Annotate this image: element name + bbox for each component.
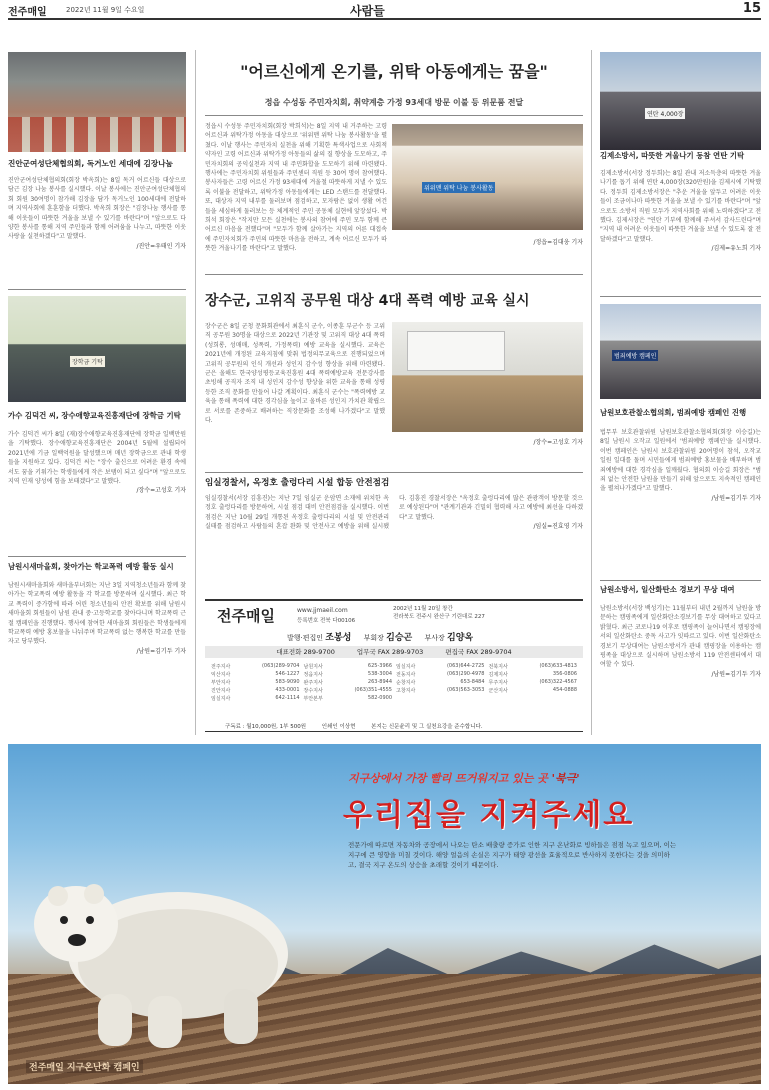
publisher-name: 조봉성 — [325, 633, 352, 643]
masthead-contact-bar — [205, 646, 583, 658]
bureau-entry — [211, 671, 300, 678]
divider — [205, 274, 583, 275]
bureau-name: 임실지사 — [211, 696, 231, 702]
ad-tagline — [348, 770, 580, 786]
jangsu-edu-byline: /장수=고성호 기자 — [533, 439, 583, 446]
bureau-phone: 642-1114 — [275, 695, 300, 701]
singer-photo — [8, 296, 186, 402]
kimchi-text: 진안군여성단체협의회(회장 박옥희)는 8일 독거 어르신들 대상으로 담근 김장 나눔 봉사를 실시했다. 이날 봉사에는 진안군여성단체협의회 회원 30여명이 참가해 김장을 담가 독거노인 100세대에 전달하며 지역사회에 훈훈함을 더했다. 박옥희 회장은 "김장나눔 행사를 통해 이웃들이 따뜻한 겨울을 보낼 수 있기를 바란다"며 "앞으로도 다양한 봉사를 통해 지역 주민들과 함께 어려움을 나누고, 따뜻한 이웃 사랑을 실천하겠다"고 말했다. — [8, 177, 186, 241]
divider — [8, 289, 186, 290]
kimchi-headline: 진안군여성단체협의회, 독거노인 세대에 김장나눔 — [8, 159, 173, 168]
masthead-footer — [225, 722, 497, 730]
divider — [600, 296, 761, 297]
masthead-registration: 등록번호 전북 다00106 — [297, 618, 356, 624]
bureau-phone: (063)563-3053 — [446, 687, 485, 693]
printer-info: 인쇄인 이상현 — [321, 724, 356, 730]
jeongeup-banner: 위위맨 위탁 나눔 봉사활동 — [422, 182, 495, 193]
bureau-entry — [211, 663, 300, 670]
column-divider — [195, 50, 196, 735]
singer-board: 장학금 기탁 — [70, 356, 105, 367]
fire-carbon-body — [600, 604, 761, 732]
fire-carbon-headline: 남원소방서, 일산화탄소 경보기 무상 대여 — [600, 585, 735, 594]
bureau-entry — [396, 671, 485, 678]
bureau-name: 군산지사 — [488, 688, 508, 694]
vice-label: 부회장 — [363, 634, 384, 642]
section-title: 사람들 — [350, 4, 385, 18]
bureau-phone: 582-0900 — [367, 695, 392, 701]
gimje-headline: 김제소방서, 따뜻한 겨울나기 동참 연탄 기탁 — [600, 151, 745, 160]
masthead-website[interactable]: www.jjmaeil.com — [297, 607, 348, 614]
bureau-entry — [304, 687, 393, 694]
bureau-name: 정읍지사 — [303, 672, 323, 678]
masthead-logo: 전주매일 — [217, 607, 275, 625]
gimje-body — [600, 169, 761, 289]
singer-headline: 가수 김덕건 씨, 장수애향교육진흥재단에 장학금 기탁 — [8, 411, 181, 420]
jangsu-edu-body: 장수군은 8일 군청 문화회관에서 최훈식 군수, 이종훈 부군수 등 고위직 공무원 30명을 대상으로 2022년 기관장 및 고위직 대상 4대 폭력(성희롱, 성매매, 성폭력, 가정폭력) 예방 교육을 실시했다. 교육은 2021년에 개정된 교육지침에 맞춰 법정의무교육으로 진행되었으며 고위직 공무원의 인식 개선과 성인지 감수성 향상을 위해 마련됐다. 군은 올해도 한국양성평등교육진흥원 4대 폭력예방교육 전문강사를 초빙해 공직자 조직 내 성인지 감수성 향상을 위한 교육을 통해 성평등한 조직 문화를 만들어 나갈 계획이다. 최훈식 군수는 "폭력예방 교육을 통해 폭력에 대한 경각심을 높이고 올바른 성인지 가치관 확립으로 서로를 존중하고 배려하는 직장문화를 조성해 나가겠다"고 말했다. — [205, 323, 385, 425]
polar-bear-illustration — [28, 824, 318, 1054]
divider — [205, 115, 583, 116]
bureau-phone: (063)633-4813 — [539, 663, 577, 669]
bureau-entry — [211, 695, 300, 702]
bureau-phone: 454-0888 — [552, 687, 577, 693]
divider — [8, 556, 186, 557]
singer-text: 가수 김덕건 씨가 8일 (재)장수애향교육진흥재단에 장학금 일백만원을 기탁했다. 장수애향교육진흥재단은 2004년 5월에 설립되어 2021년에 기금 일백억원을 달성했으며 매년 장학금으로 관내 학생들을 지원하고 있다. 김덕건 씨는 "장수 출신으로 어려운 환경 속에서도 꿈을 키워가는 학생들에게 작은 보탬이 되고 싶다"며 "앞으로도 지역 인재 양성에 힘을 보태겠다"고 말했다. — [8, 431, 186, 486]
bureau-phone: 625-3966 — [367, 663, 392, 669]
bureau-entry — [489, 671, 578, 678]
kimchi-body — [8, 176, 186, 286]
bureau-entry — [304, 671, 393, 678]
bureau-name: 전동지사 — [396, 672, 416, 678]
bureau-entry — [304, 663, 393, 670]
bureau-entry — [304, 695, 393, 702]
bureau-name: 무주지사 — [488, 680, 508, 686]
paper-name: 전주매일 — [8, 7, 47, 18]
jeongeup-byline: /정읍=김대웅 기자 — [533, 239, 583, 246]
bureau-phone: 546-1227 — [275, 671, 300, 677]
imsil-byline: /임실=진효영 기자 — [533, 523, 583, 531]
bureau-name: 전북지사 — [488, 664, 508, 670]
address-line-1: 2002년 11월 20일 창간 — [393, 606, 453, 612]
bureau-name: 완주지사 — [303, 680, 323, 686]
bureau-name: 임실지사 — [396, 664, 416, 670]
chief-label: 부사장 — [424, 634, 445, 642]
jeongeup-photo — [392, 124, 583, 230]
bureau-entry — [211, 679, 300, 686]
bureau-phone: 433-0001 — [275, 687, 300, 693]
main-phone: 대표전화 289-9700 — [276, 648, 335, 656]
ad-tagline-place: '북극' — [551, 772, 580, 785]
edit-fax: 편집국 FAX 289-9704 — [445, 648, 512, 656]
jeongeup-body-a: 정읍시 수성동 주민자치회(회장 박희석)는 8일 지역 내 거주하는 고령 어르신과 위탁가정 아동을 대상으로 '위위맨 위탁 나눔 봉사활동'을 펼쳤다. 이날 행사는 주민자치 실천을 위해 기획한 특색사업으로 사회적 약자인 고령 어르신과 위탁가정 아동들의 삶의 질 향상을 도모하고, 주민자치회의 공익실천과 지역 내 주민화합을 도모하기 위해 마련됐다. 행사에는 주민자치회 위원들과 주민센터 직원 등 30여 명이 참여했다. 봉사자들은 고령 어르신 가정 93세대에 겨울철 따뜻하게 지낼 수 있도록 이불을 전달하고, 위탁가정 아동들에게는 LED 스탠드를 전달했다. 또, 대상자 지역 내부를 둘러보며 점검하고, 모자람은 없이 생활 여건들을 세심하게 둘러보는 등 체계적인 주민 공동체 실현에 앞장섰다. 박희석 회장은 "작지만 모든 실천에는 봉사의 참여에 주민 모두 함께 큰 어르신 마음을 전했다"며 "모두가 함께 살아가는 지역의 어른 대접속에 주민자치회가 주민의 따뜻한 마음을 전하고, 계속 어르신 모두가 따뜻한 겨울나기를 바란다"고 말했다. — [205, 123, 387, 253]
bureau-phone: 653-8484 — [460, 679, 485, 685]
imsil-headline: 임실경찰서, 옥정호 출렁다리 시설 합동 안전점검 — [205, 478, 390, 488]
bureau-list — [211, 663, 577, 702]
ad-tagline-text: 지구상에서 가장 빨리 뜨거워지고 있는 곳 — [348, 772, 548, 785]
kimchi-byline: /진안=우태인 기자 — [136, 242, 186, 250]
bureau-entry — [489, 663, 578, 670]
imsil-text: 임실경찰서(서장 김흥진)는 지난 7일 임실군 운암면 소재에 위치한 옥정호 출렁다리를 방문하여, 시설 점검 대비 안전점검을 실시했다. 이번 점검은 지난 10월 29일 개통된 옥정호 출렁다리의 시설 및 안전관리 실태를 점검하고 사람들의 혼잡 완화 및 안전사고 예방을 위해 실시됐다. 김흥진 경찰서장은 "옥정호 출렁다리에 많은 관광객이 방문할 것으로 예상된다"며 "관계기관과 긴밀히 협력해 사고 예방에 최선을 다하겠다"고 말했다. — [205, 495, 583, 531]
bureau-phone: 583-9090 — [275, 679, 300, 685]
namwon-guard-photo — [600, 304, 761, 399]
divider — [600, 580, 761, 581]
subscription-info: 구독료 : 월10,000원, 1부 500원 — [225, 724, 307, 730]
bureau-name: 남원지사 — [303, 664, 323, 670]
jangsu-edu-photo — [392, 322, 583, 432]
bureau-phone: (063)322-4567 — [539, 679, 577, 685]
namwon-guard-text: 법무부 보호관찰위원 남원보호관찰소협의회(회장 이승길)는 8일 남원시 오작교 일원에서 '범죄예방 캠페인'을 실시했다. 이번 캠페인은 남원시 보호관찰위원 20여명이 참석, 오작교 일원 일대를 돌며 시민들에게 범죄예방 홍보물을 배부하며 범죄예방에 대한 경각심을 일깨웠다. 협의회 이승길 회장은 "범죄 없는 안전한 남원을 만들기 위해 앞으로도 지속적인 캠페인을 펼쳐나가겠다"고 말했다. — [600, 429, 761, 493]
bureau-name: 고창지사 — [396, 688, 416, 694]
jangsu-edu-headline: 장수군, 고위직 공무원 대상 4대 폭력 예방 교육 실시 — [205, 293, 530, 309]
gimje-board: 연탄 4,000장 — [645, 108, 685, 119]
publisher-label: 발행·편집인 — [287, 634, 324, 642]
address-line-2: 전라북도 전주시 완산구 기린대로 227 — [393, 614, 485, 620]
bureau-entry — [489, 687, 578, 694]
bureau-name: 전주지사 — [211, 664, 231, 670]
gimje-photo — [600, 52, 761, 150]
namwon-banner: 범죄예방 캠페인 — [612, 350, 658, 361]
bureau-name: 진안지사 — [211, 688, 231, 694]
gimje-text: 김제소방서(서장 정두희)는 8일 관내 저소득층의 따뜻한 겨울나기를 돕기 위해 연탄 4,000장(320만원)을 김제시에 기탁했다. 정두희 김제소방서장은 "추운 겨울을 앞두고 어려운 이웃들이 조금이나마 따뜻한 겨울을 보낼 수 있기를 바란다"며 "앞으로도 소방서 직원 모두가 지역사회를 위해 노력하겠다"고 전했다. 김제시장은 "연탄 기부에 함께해 주셔서 감사드린다"며 "지역 내 어려운 이웃들이 따뜻한 겨울을 보낼 수 있도록 잘 전달하겠다"고 말했다. — [600, 170, 762, 243]
namwon-guard-byline: /남원=김기두 기자 — [711, 494, 761, 502]
bureau-name: 부안지사 — [211, 680, 231, 686]
masthead-address — [393, 605, 485, 621]
masthead-people — [287, 630, 483, 643]
bureau-name: 순창지사 — [396, 680, 416, 686]
ad-description: 전문가에 따르면 자동차와 공장에서 나오는 탄소 배출량 증가로 인한 지구 온난화로 빙하들은 점점 녹고 있으며, 이는 지구에 큰 영향을 미칠 것이다. 해양 얼음의 손실은 지구가 태양 광선을 효율적으로 반사하지 못한다는 것을 의미하고, 결국 지구 온도의 상승을 초래할 것이기 때문이다. — [348, 841, 677, 869]
ad-fax: 업무국 FAX 289-9703 — [356, 648, 424, 656]
masthead — [205, 599, 583, 732]
school-body — [8, 581, 186, 737]
namwon-guard-headline: 남원보호관찰소협의회, 범죄예방 캠페인 진행 — [600, 408, 747, 417]
bureau-phone: (063)290-4978 — [446, 671, 485, 677]
school-headline: 남원시새마을회, 찾아가는 학교폭력 예방 활동 실시 — [8, 562, 174, 571]
divider — [205, 472, 583, 473]
page-number: 15 — [742, 1, 761, 16]
bureau-phone: 538-3004 — [367, 671, 392, 677]
bureau-name: 익산지사 — [211, 672, 231, 678]
bureau-phone: (063)289-9704 — [261, 663, 300, 669]
bureau-phone: 263-8944 — [367, 679, 392, 685]
bureau-entry — [489, 679, 578, 686]
bureau-name: 부안본부 — [303, 696, 323, 702]
bureau-entry — [396, 687, 485, 694]
page-header — [8, 0, 761, 20]
jeongeup-body-b — [392, 238, 583, 268]
jangsu-edu-tail — [392, 438, 583, 468]
jeongeup-subhead: 정읍 수성동 주민자치회, 취약계층 가정 93세대 방문 이불 등 위문품 전달 — [264, 98, 524, 107]
bureau-name: 장수지사 — [303, 688, 323, 694]
fire-carbon-byline: /남원=김기두 기자 — [711, 670, 761, 678]
vice-name: 김승곤 — [386, 633, 413, 643]
school-text: 남원시새마을회와 새마을부녀회는 지난 3일 지역청소년들과 함께 찾아가는 학교폭력 예방 활동을 각 학교를 방문하며 실시했다. 최근 학교 폭력이 증가함에 따라 어린 청소년들의 안전 확보를 위해 남원시새마을회 회원들이 남원 관내 중·고등학교를 찾아다니며 학교폭력 근절 캠페인을 진행했다. 행사에 참여한 새마을회 회원들은 학생들에게 학교폭력 예방 홍보물을 나눠주며 학교폭력 없는 행복한 학교를 만들자고 당부했다. — [8, 582, 186, 646]
bureau-entry — [396, 663, 485, 670]
imsil-body — [205, 494, 583, 588]
issue-date: 2022년 11월 9일 수요일 — [66, 6, 145, 14]
jeongeup-headline: "어르신에게 온기를, 위탁 아동에게는 꿈을" — [240, 62, 548, 81]
climate-ad — [8, 744, 761, 1084]
fire-carbon-text: 남원소방서(서장 백성기)는 11월부터 내년 2월까지 남원을 방문하는 캠핑족에게 일산화탄소경보기를 무상 대여하고 있다고 밝혔다. 최근 코로나19 이후로 캠핑족이 늘어나면서 캠핑장에서의 일산화탄소 중독 사고가 잇따르고 있다. 이번 일산화탄소경보기 무상대여는 남원소방서가 관내 캠핑장을 이용하는 캠핑족을 대상으로 실시하며 남원소방서 119 안전센터에서 대여할 수 있다. — [600, 605, 761, 669]
singer-body — [8, 430, 186, 552]
bureau-entry — [211, 687, 300, 694]
bureau-name: 김제지사 — [488, 672, 508, 678]
school-byline: /남원=김기두 기자 — [136, 647, 186, 655]
bureau-phone: (063)351-4555 — [354, 687, 392, 693]
bureau-phone: (063)644-2725 — [446, 663, 485, 669]
ad-title: 우리집을 지켜주세요 — [343, 798, 635, 833]
column-divider — [591, 50, 592, 735]
ethics-notice: 본지는 신문윤리 및 그 실천요강을 준수합니다. — [371, 724, 483, 730]
bureau-entry — [304, 679, 393, 686]
kimchi-photo — [8, 52, 186, 152]
gimje-byline: /김제=유노희 기자 — [711, 245, 761, 253]
bureau-entry — [396, 679, 485, 686]
bureau-phone: 356-0806 — [552, 671, 577, 677]
namwon-guard-body — [600, 428, 761, 574]
ad-caption: 전주매일 지구온난화 캠페인 — [26, 1060, 143, 1073]
singer-byline: /장수=고성호 기자 — [136, 487, 186, 495]
chief-name: 김양옥 — [447, 633, 474, 643]
